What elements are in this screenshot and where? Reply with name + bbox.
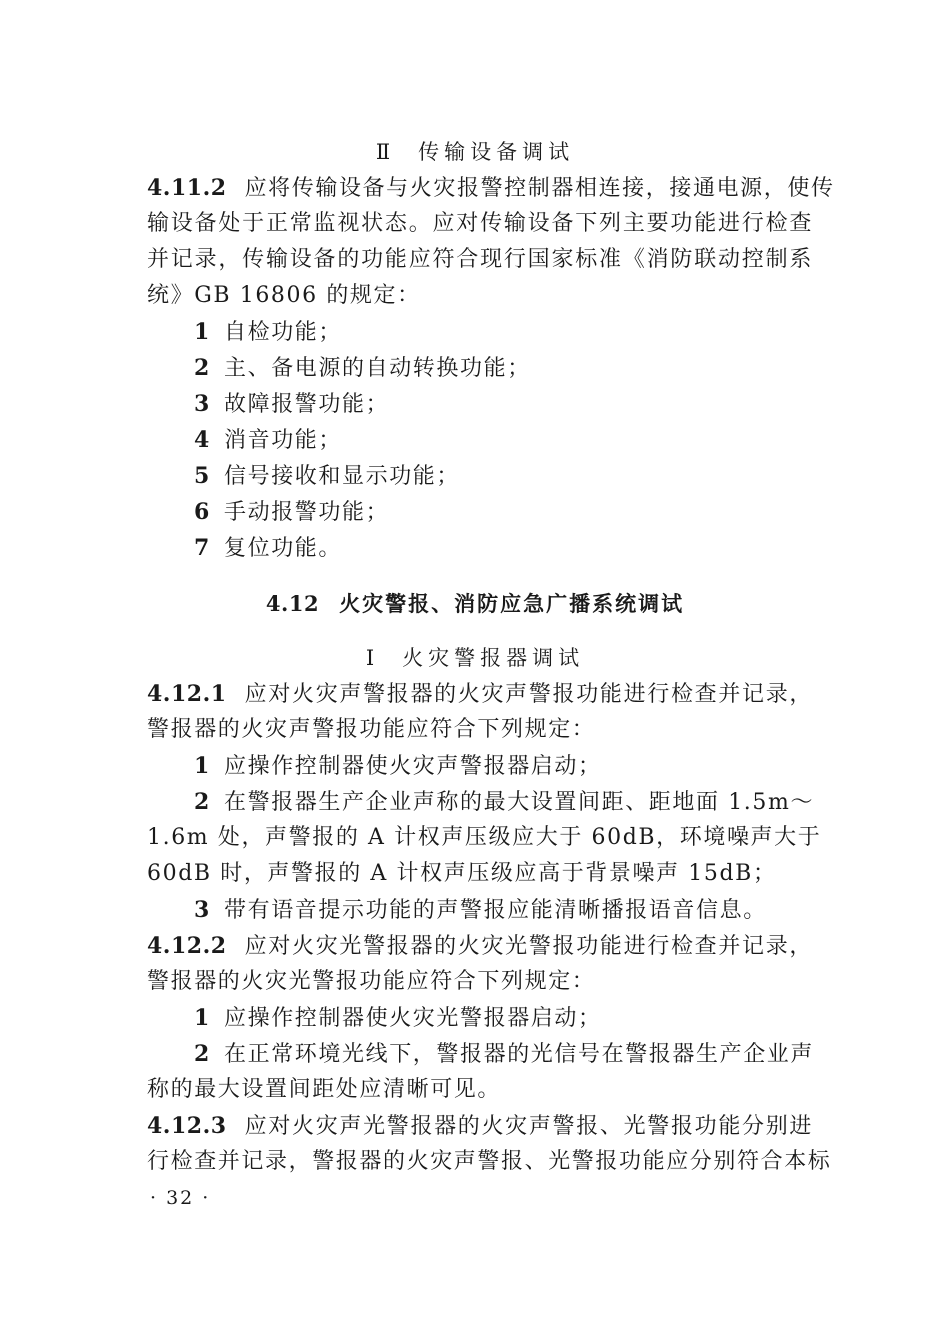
list-item [194, 314, 860, 351]
list-item [194, 1036, 813, 1073]
section-title: 火灾警报、消防应急广播系统调试 [339, 591, 685, 616]
clause-text: 应将传输设备与火灾报警控制器相连接，接通电源，使传 [244, 176, 835, 201]
clause-4-12-1-line-2: 警报器的火灾声警报功能应符合下列规定： [147, 717, 596, 742]
list-item [194, 530, 860, 567]
clause-number: 4.12.3 [147, 1113, 227, 1139]
page-number: · 32 · [150, 1187, 211, 1209]
item-number: 4 [194, 427, 211, 453]
clause-text: 应对火灾声光警报器的火灾声警报、光警报功能分别进 [244, 1114, 813, 1139]
clause-4-12-1-line-1 [147, 676, 813, 713]
item-number: 5 [194, 463, 211, 489]
item-text: 信号接收和显示功能； [224, 464, 461, 489]
roman-numeral: Ⅰ [365, 646, 375, 670]
clause-4-11-2-line-4: 统》GB 16806 的规定： [147, 283, 421, 308]
list-item [194, 1000, 860, 1037]
list-item [194, 892, 860, 929]
item-number: 1 [194, 319, 211, 345]
item-text: 主、备电源的自动转换功能； [224, 356, 531, 381]
list-item [194, 494, 860, 531]
section-number: 4.12 [265, 591, 320, 616]
subsection-title: 传输设备调试 [418, 140, 575, 164]
item-text: 应操作控制器使火灾光警报器启动； [224, 1006, 602, 1031]
clause-4-12-3-line-1 [147, 1108, 813, 1145]
clause-4-12-3-line-2: 行检查并记录，警报器的火灾声警报、光警报功能应分别符合本标 [147, 1149, 832, 1174]
roman-numeral: Ⅱ [375, 140, 391, 164]
item-text: 故障报警功能； [224, 392, 390, 417]
item-number: 6 [194, 499, 211, 525]
list-item [194, 784, 813, 821]
item-text: 带有语音提示功能的声警报应能清晰播报语音信息。 [224, 898, 767, 923]
item-number: 3 [194, 897, 211, 923]
clause-number: 4.12.2 [147, 933, 227, 959]
list-item [194, 422, 860, 459]
clause-number: 4.12.1 [147, 681, 227, 707]
clause-4-12-2-line-1 [147, 928, 813, 965]
item-number: 1 [194, 1005, 211, 1031]
item-text: 在正常环境光线下，警报器的光信号在警报器生产企业声 [224, 1042, 815, 1067]
subsection-heading-transmission [0, 134, 950, 170]
item-text: 在警报器生产企业声称的最大设置间距、距地面 1.5m～ [224, 790, 815, 815]
clause-4-11-2-line-1 [147, 170, 835, 207]
list-item [194, 458, 860, 495]
subsection-title: 火灾警报器调试 [402, 646, 585, 670]
list-item-continuation: 称的最大设置间距处应清晰可见。 [147, 1077, 502, 1102]
clause-4-11-2-line-3: 并记录，传输设备的功能应符合现行国家标准《消防联动控制系 [147, 247, 813, 272]
item-number: 2 [194, 789, 211, 815]
item-text: 自检功能； [224, 320, 343, 345]
clause-text: 应对火灾声警报器的火灾声警报功能进行检查并记录， [244, 682, 813, 707]
item-text: 复位功能。 [224, 536, 343, 561]
clause-text: 应对火灾光警报器的火灾光警报功能进行检查并记录， [244, 934, 813, 959]
item-text: 应操作控制器使火灾声警报器启动； [224, 754, 602, 779]
item-number: 1 [194, 753, 211, 779]
item-number: 2 [194, 1041, 211, 1067]
clause-4-12-2-line-2: 警报器的火灾光警报功能应符合下列规定： [147, 969, 596, 994]
item-text: 消音功能； [224, 428, 343, 453]
item-number: 3 [194, 391, 211, 417]
item-number: 2 [194, 355, 211, 381]
item-number: 7 [194, 535, 211, 561]
list-item-continuation: 1.6m 处，声警报的 A 计权声压级应大于 60dB，环境噪声大于 [147, 825, 822, 850]
list-item [194, 350, 860, 387]
section-heading-4-12 [0, 586, 950, 622]
list-item [194, 386, 860, 423]
clause-4-11-2-line-2: 输设备处于正常监视状态。应对传输设备下列主要功能进行检查 [147, 211, 813, 236]
subsection-heading-alarm [0, 640, 950, 676]
list-item [194, 748, 860, 785]
clause-number: 4.11.2 [147, 175, 227, 201]
item-text: 手动报警功能； [224, 500, 390, 525]
list-item-continuation: 60dB 时，声警报的 A 计权声压级应高于背景噪声 15dB； [147, 861, 777, 886]
